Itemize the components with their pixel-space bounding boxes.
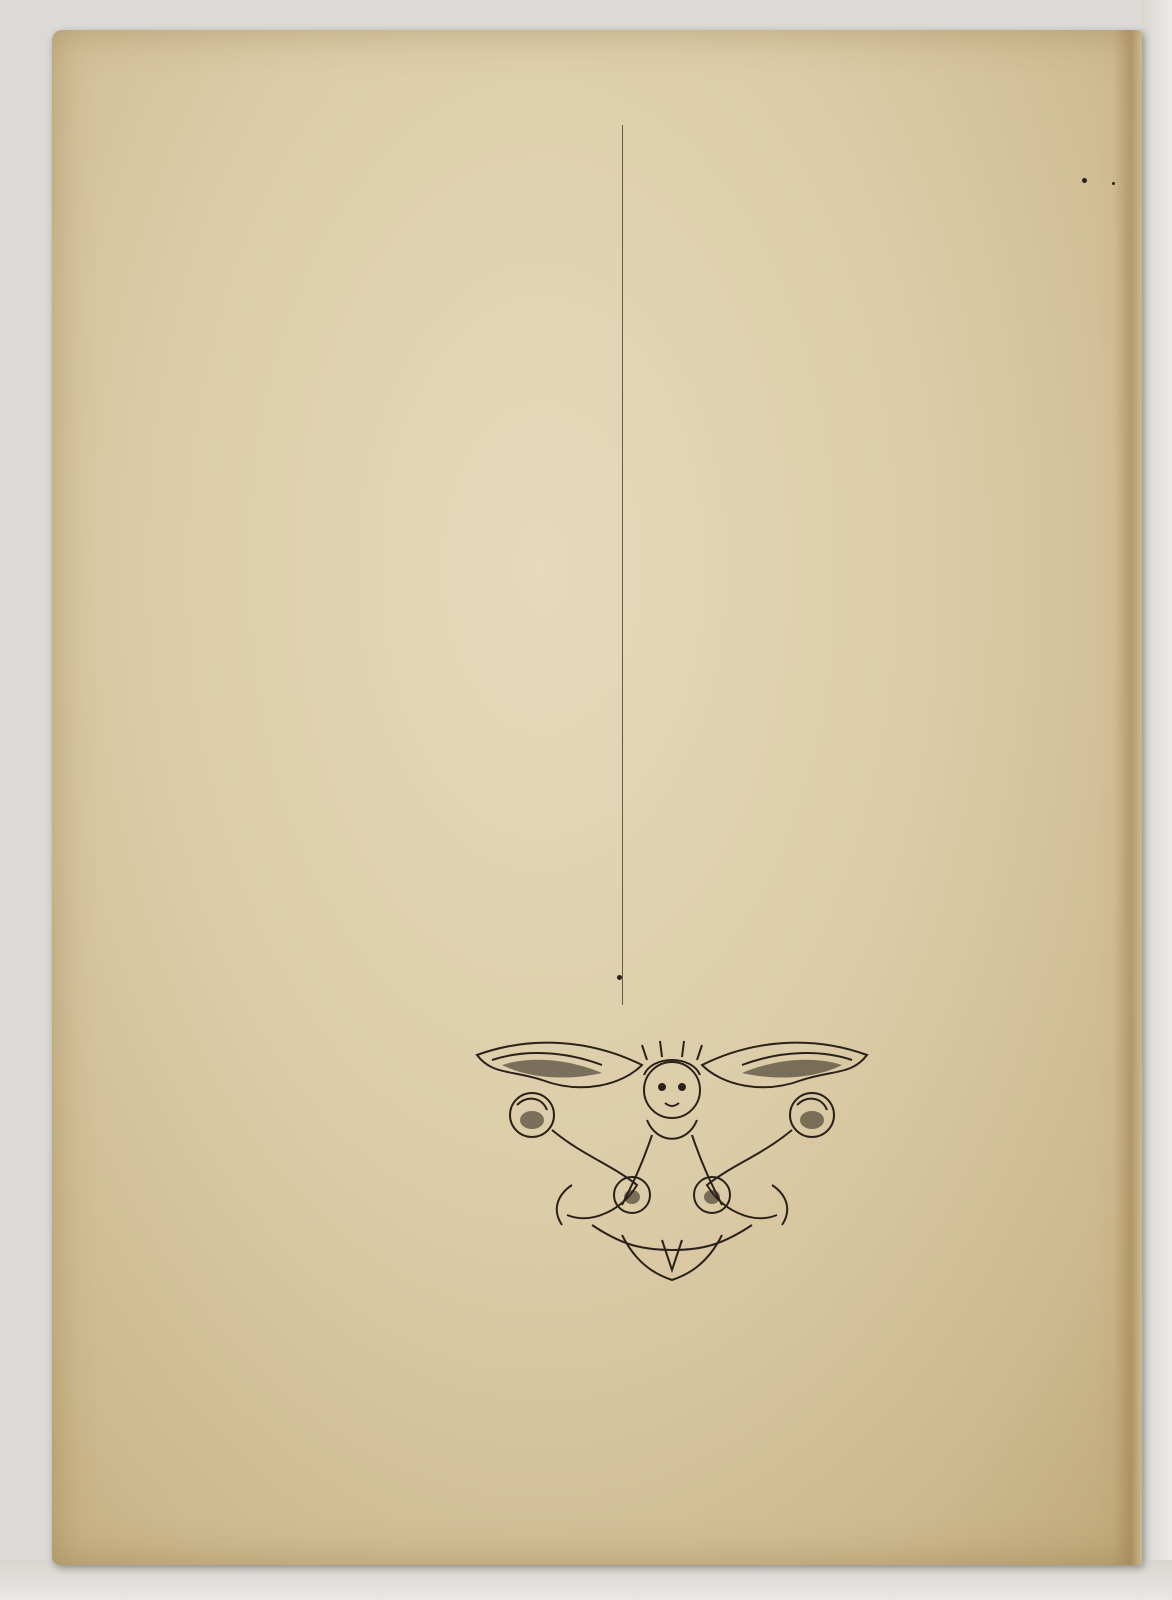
ink-speck <box>617 975 622 980</box>
background-bottom <box>0 1560 1172 1600</box>
book-page <box>52 30 1142 1565</box>
page-edge-shadow <box>1114 30 1142 1565</box>
ink-speck <box>1082 178 1087 183</box>
ink-speck <box>1112 182 1115 185</box>
background-right <box>1142 0 1172 1600</box>
right-column <box>624 112 1062 146</box>
letter-heading <box>624 112 1062 146</box>
woodcut-ornament <box>472 1035 872 1285</box>
column-rule <box>622 125 623 1005</box>
